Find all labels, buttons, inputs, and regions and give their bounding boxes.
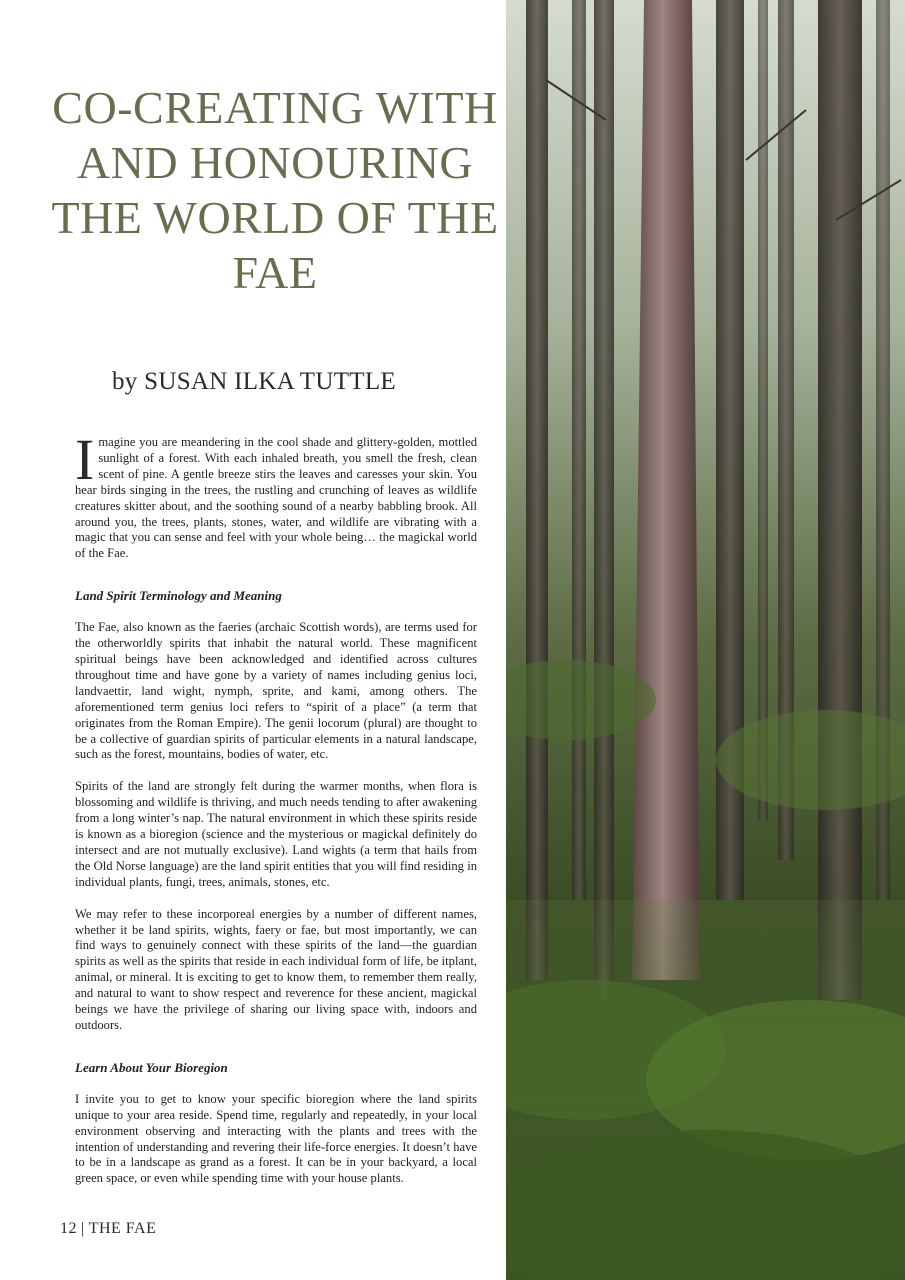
intro-paragraph (75, 427, 477, 562)
section-heading-bioregion: Learn About Your Bioregion (75, 1059, 228, 1075)
article-byline: by SUSAN ILKA TUTTLE (112, 368, 397, 395)
forest-photo (506, 0, 905, 1280)
article-body (75, 427, 477, 1203)
paragraph: The Fae, also known as the faeries (archaic Scottish words), are terms used for the otherworldly spirits that inhabit the natural world. These magnificent spiritual beings have been acknowledged and identified across cultures throughout time and have gone by a variety of names including genius loci, landvaettir, land wight, nymph, sprite, and kami, among others. The aforementioned term genius loci refers to “spirit of a place” (a term that originates from the Roman Empire). The genii locorum (plural) are thought to be a collective of guardian spirits of particular elements in a natural landscape, such as the forest, mountains, bodies of water, etc. (75, 620, 477, 762)
paragraph: Spirits of the land are strongly felt during the warmer months, when flora is blossoming and wildlife is thriving, and much needs tending to after awakening from a long winter’s nap. The natural environment in which these spirits reside is known as a bioregion (science and the mysterious or magickal definitely do intersect and are not mutually exclusive). Land wights (a term that hails from the Old Norse language) are the land spirit entities that you will find residing in individual plants, fungi, trees, animals, stones, etc. (75, 779, 477, 889)
paragraph: We may refer to these incorporeal energies by a number of different names, whether it be land spirits, wights, faery or fae, but most importantly, we can find ways to genuinely connect with these spirits of the land—the guardian spirits as well as the spirits that reside in each individual form of life, be itplant, animal, or mineral. It is exciting to get to know them, to remember them really, and natural to want to show respect and reverence for these ancient, magickal beings we have the privilege of sharing our living space with, indoors and outdoors. (75, 906, 477, 1032)
paragraph: I invite you to get to know your specific bioregion where the land spirits unique to your area reside. Spend time, regularly and repeatedly, in your local environment observing and interacting with the plants and trees with the intention of understanding and revering their life-force energies. It doesn’t have to be in a landscape as grand as a forest. It can be in your backyard, a local green space, or even while spending time with your house plants. (75, 1091, 477, 1186)
intro-text: magine you are meandering in the cool shade and glittery-golden, mottled sunlight of a forest. With each inhaled breath, you smell the fresh, clean scent of pine. A gentle breeze stirs the leaves and caresses your skin. You hear birds singing in the trees, the rustling and crunching of leaves as wildlife creatures skitter about, and the soothing sound of a nearby babbling brook. All around you, the trees, plants, stones, water, and wildlife are vibrating with a magic that you can sense and feel with your whole being… the magickal world of the Fae. (75, 435, 477, 561)
drop-cap: I (75, 427, 95, 492)
article-title: CO-CREATING WITH AND HONOURING THE WORLD OF THE FAE (51, 82, 499, 298)
forest-illustration (506, 0, 905, 1280)
page-footer (60, 1220, 156, 1238)
page-number: 12 (60, 1220, 77, 1237)
magazine-name: THE FAE (88, 1220, 157, 1237)
footer-separator: | (81, 1220, 85, 1237)
section-heading-terminology: Land Spirit Terminology and Meaning (75, 588, 282, 604)
